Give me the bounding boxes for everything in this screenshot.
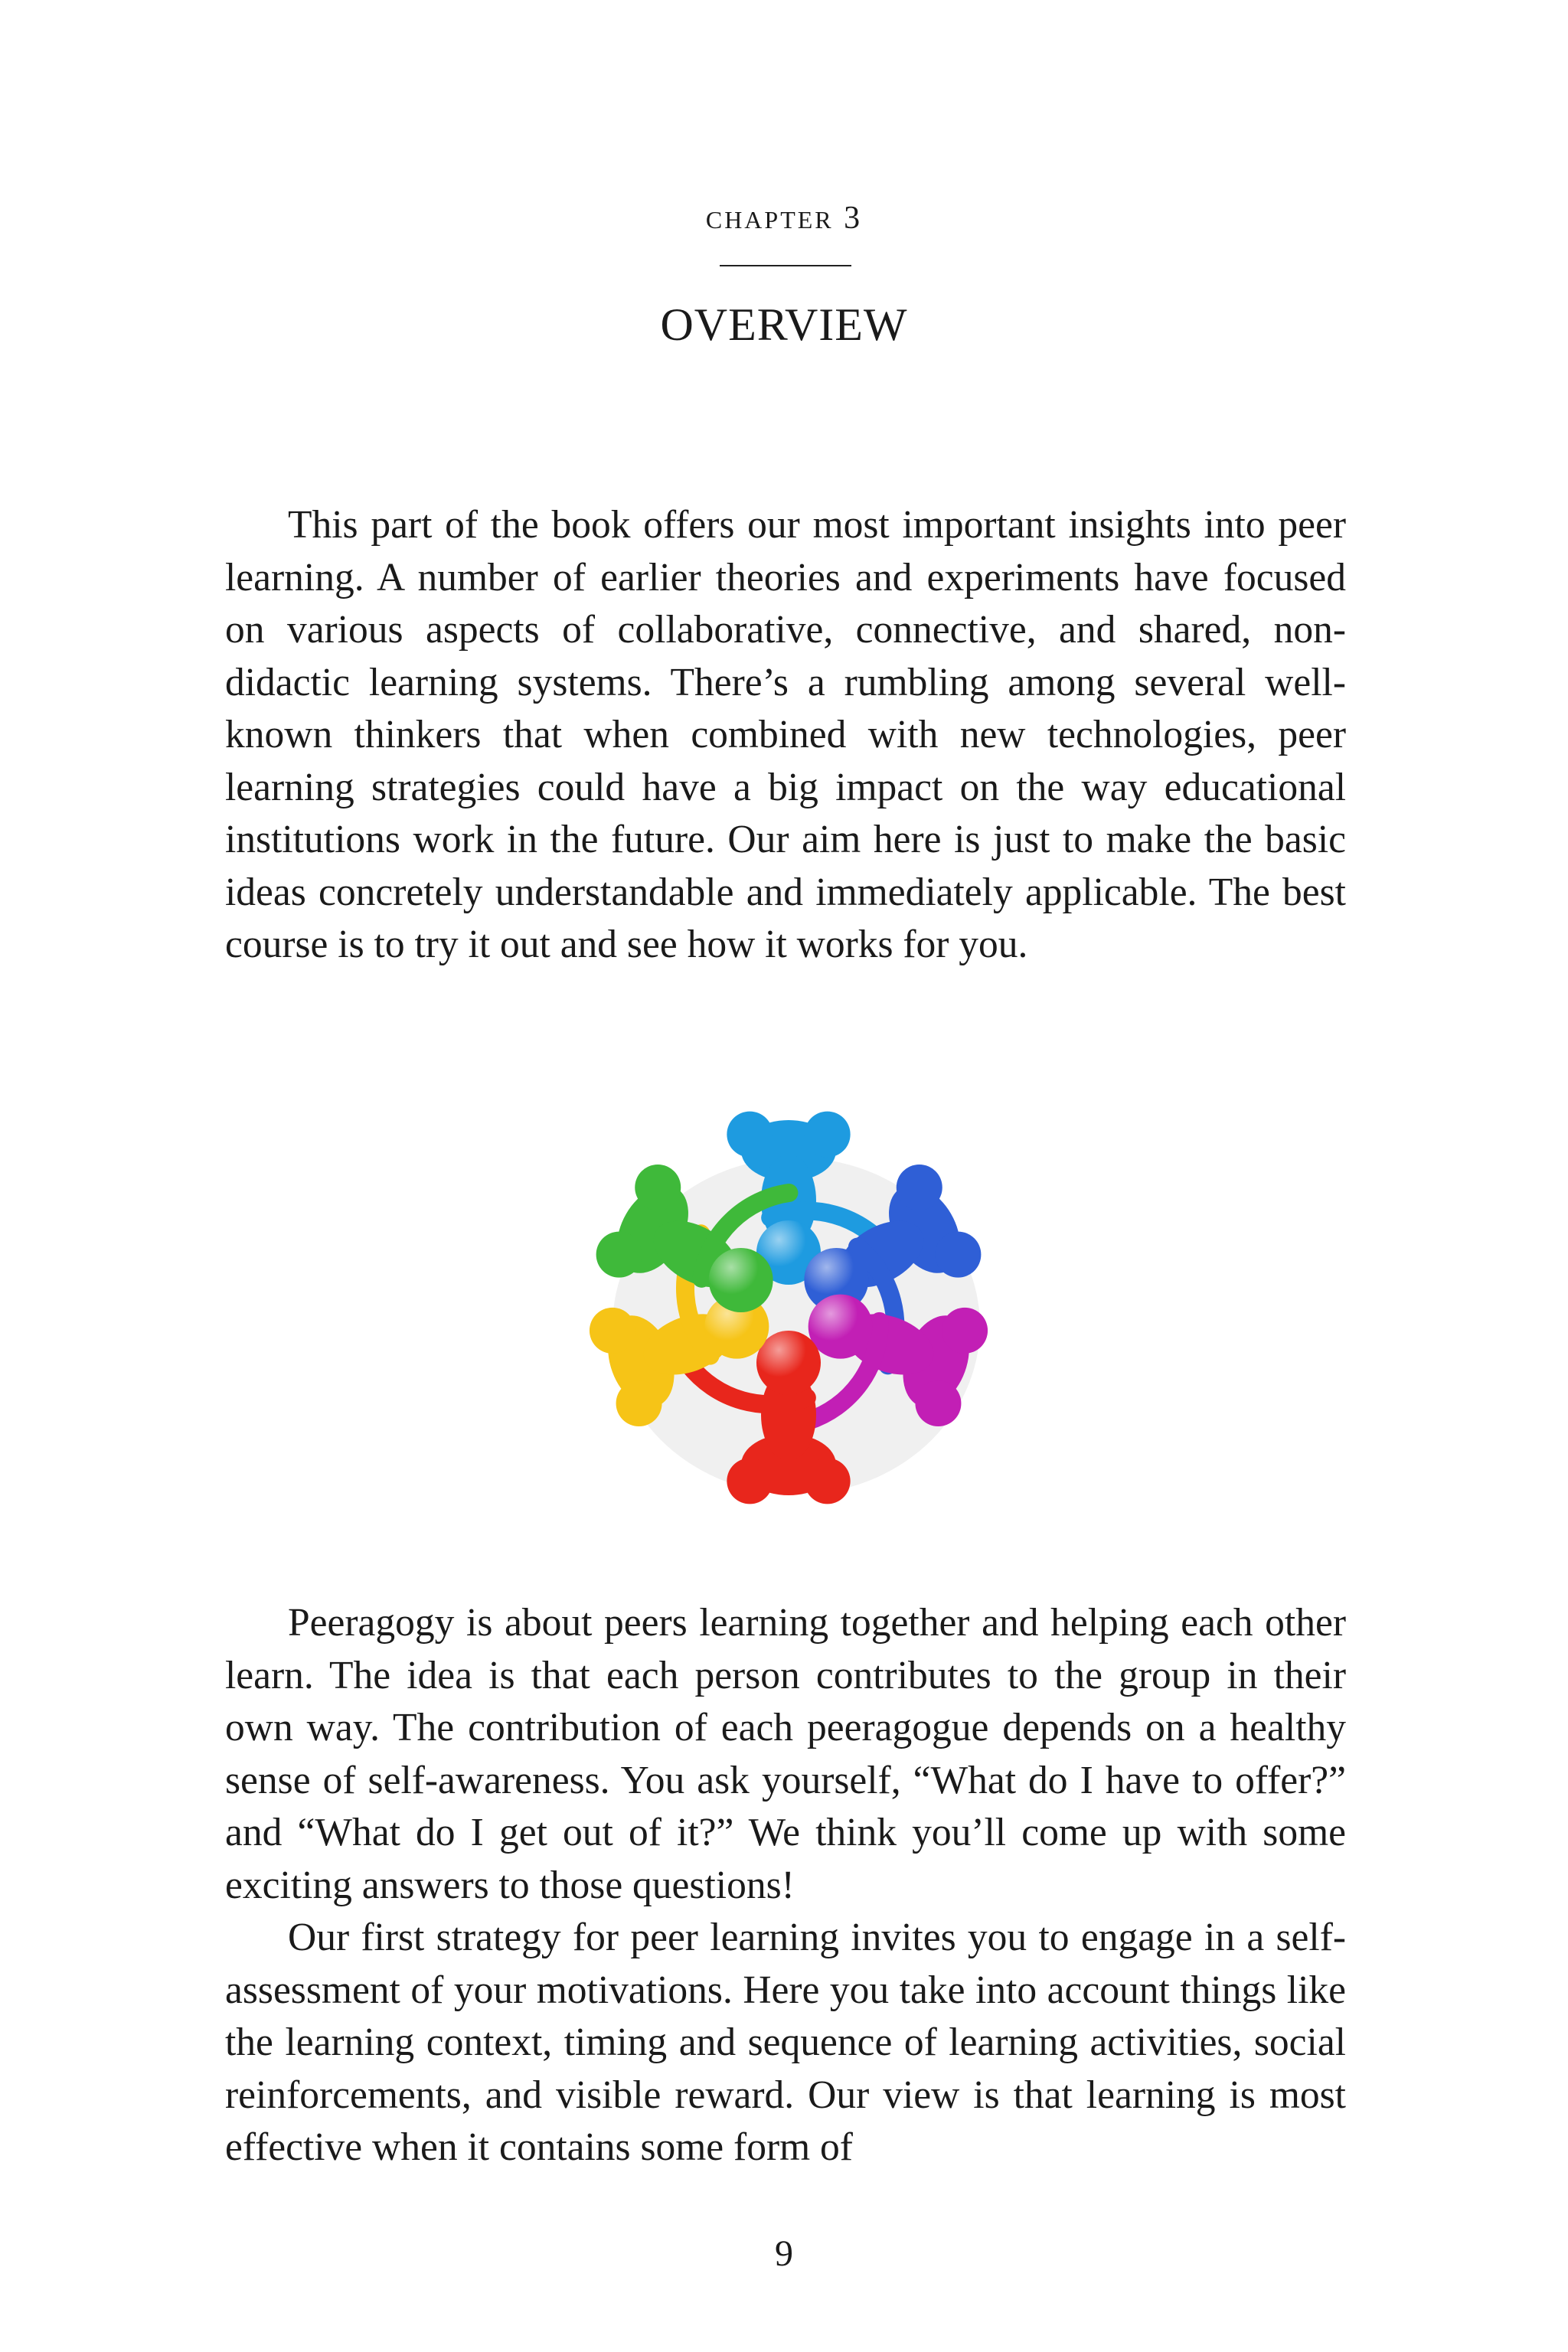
paragraph: Peeragogy is about peers learning together and helping each other learn. The idea is that each person contributes to the group in their own way. The contribution of each peeragogue depends on a healthy sense of self-awareness. You ask yourself, “What do I have to offer?” and “What do I get out of it?” We think you’ll come up with some exciting answers to those questions! [225,1601,1346,1907]
chapter-word: chapter [705,197,834,236]
chapter-title: OVERVIEW [660,299,908,350]
intro-section [225,499,1346,972]
chapter-label [0,196,1568,237]
peer-circle-illustration [567,1086,1011,1530]
page-number: 9 [775,2233,793,2274]
figures-group [590,1112,988,1504]
chapter-number: 3 [844,201,863,236]
chapter-divider [720,265,851,266]
paragraph: This part of the book offers our most important insights into peer learning. A number of earlier theories and experiments have focused on various aspects of collaborative, connective, and shared, non-didactic learning systems. There’s a rumbling among several well-known thinkers that when combined with new technologies, peer learning strategies could have a big impact on the way educational institutions work in the future. Our aim here is just to make the basic ideas concretely understandable and immediately applicable. The best course is to try it out and see how it works for you. [225,503,1346,966]
main-section [225,1597,1346,2174]
paragraph: Our first strategy for peer learning invites you to engage in a self-assessment of your motivations. Here you take into account things like the learning context, timing and sequence of learning activities, social reinforcements, and visible reward. Our view is that learning is most effective when it contains some form of [225,1916,1346,2169]
